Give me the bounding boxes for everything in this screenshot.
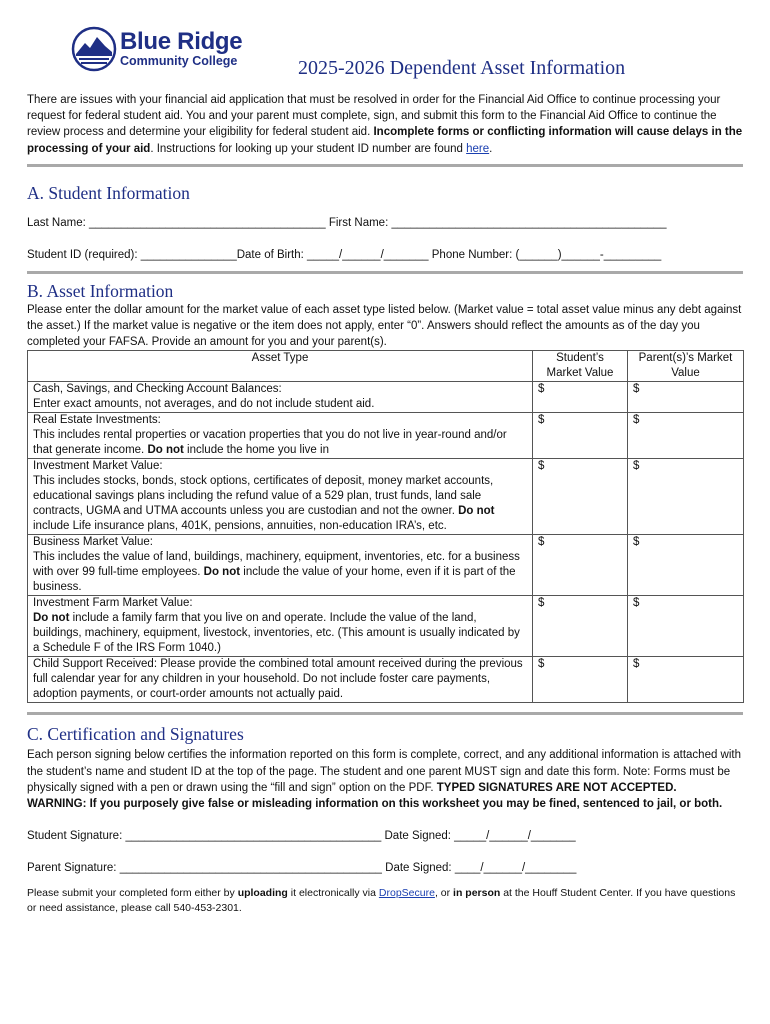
parent-date-field[interactable]: Date Signed: ____/______/________ [385,862,577,875]
table-row [28,657,744,703]
asset-section-title: B. Asset Information [27,280,174,301]
parent-value-input[interactable]: $ [628,459,744,535]
student-id-field[interactable]: Student ID (required): _______________ [27,248,237,261]
asset-desc-bold: Do not [33,612,70,625]
student-value-input[interactable]: $ [533,459,628,535]
asset-desc-text: include Life insurance plans, 401K, pensions, annuities, non-education IRA’s, etc. [33,520,447,533]
student-value-input[interactable]: $ [533,413,628,459]
footer-post: at the Houff Student Center. If you have questions or need assistance, please call 540-453-2301. [27,887,736,915]
first-name-field[interactable]: First Name: ___________________________________________ [328,216,667,229]
asset-desc-text: include the value of your home, even if it is part of the business. [33,566,516,594]
student-signature-field[interactable]: Student Signature: ________________________________________ [27,830,382,843]
student-id-help-link[interactable]: here [466,142,490,155]
dropsecure-link[interactable]: DropSecure [378,887,435,900]
asset-desc-text: Business Market Value: This includes the value of land, buildings, machinery, equipment, inventories, etc. for a business with over 99 full-time employees. [33,536,520,579]
asset-desc-text: include the home you live in [183,444,329,457]
student-section-title: A. Student Information [27,182,190,203]
student-signature-row [27,828,743,844]
footer-mid2: , or [434,887,454,900]
asset-type-cell [28,657,533,703]
parent-value-input[interactable]: $ [628,596,744,657]
col-student-value: Student’s Market Value [533,351,628,382]
asset-type-cell [28,382,533,413]
mountain-logo-icon [71,26,117,72]
cert-section-title: C. Certification and Signatures [27,724,244,745]
name-row [27,215,743,231]
header [27,22,743,88]
divider [27,164,743,167]
footer-pre: Please submit your completed form either by [27,887,238,900]
col-asset-type: Asset Type [28,351,533,382]
asset-type-cell [28,459,533,535]
asset-desc-bold: Do not [203,566,241,579]
cert-text: Each person signing below certifies the information reported on this form is complete, correct, and any additional information is attached with the student’s name and student ID at the top of the page. The student and one parent MUST sign and date this form. Note: Forms must be physically signed with a pen or drawn using the “fill and sign” option on the PDF. [27,749,742,794]
table-row [28,413,744,459]
asset-desc-text: Real Estate Investments: This includes rental properties or vacation properties that you do not live in year-round and/or that generate income. [33,414,507,457]
footer-mid1: it electronically via [287,887,379,900]
table-row [28,535,744,596]
asset-desc-text: Investment Market Value: This includes stocks, bonds, stock options, certificates of deposit, money market accounts, educational savings plans including the refund value of a 529 plan, trust funds, land sale contracts, UGMA and UTMA accounts unless you are custodian and not the owner. [33,460,494,518]
logo-line2: Community College [120,54,238,69]
student-value-input[interactable]: $ [533,535,628,596]
divider [27,271,743,274]
parent-value-input[interactable]: $ [628,382,744,413]
divider [27,712,743,715]
parent-signature-row [27,860,743,876]
dob-field[interactable]: Date of Birth: _____/______/_______ [236,248,429,261]
footer-in-person: in person [453,887,501,900]
typed-warning: TYPED SIGNATURES ARE NOT ACCEPTED. [436,781,677,794]
asset-desc-text: Child Support Received: Please provide the combined total amount received during the previous full calendar year for any children in your household. Do not include foster care payments, adoption payments, or court-order amounts not actually paid. [33,658,523,701]
col-parent-value: Parent(s)’s Market Value [628,351,744,382]
asset-desc-bold: Do not [147,444,184,457]
student-value-input[interactable]: $ [533,596,628,657]
asset-desc-text: Cash, Savings, and Checking Account Balances: Enter exact amounts, not averages, and do not include student aid. [33,383,375,411]
table-row [28,459,744,535]
asset-table [27,350,744,703]
last-name-field[interactable]: Last Name: _____________________________________ [27,216,326,229]
intro-text3: . [489,142,493,155]
page-title: 2025-2026 Dependent Asset Information [298,57,626,79]
form-page [27,22,743,916]
parent-value-input[interactable]: $ [628,535,744,596]
table-row [28,382,744,413]
parent-signature-field[interactable]: Parent Signature: _________________________________________ [27,862,382,875]
asset-type-cell [28,596,533,657]
student-value-input[interactable]: $ [533,382,628,413]
table-row [28,596,744,657]
table-header-row [28,351,744,382]
asset-desc-text: include a family farm that you live on and operate. Include the value of the land, buildings, machinery, equipment, livestock, inventories, etc. (This amount is usually indicated by a Schedule F of the IRS Form 1040.) [33,612,520,655]
intro-paragraph [27,92,743,157]
asset-type-cell [28,413,533,459]
logo-line1: Blue Ridge [120,28,243,56]
false-info-warning: WARNING: If you purposely give false or misleading information on this worksheet you may be fined, sentenced to jail, or both. [27,798,723,811]
student-value-input[interactable]: $ [533,657,628,703]
intro-text1: There are issues with your financial aid application that must be resolved in order for the Financial Aid Office to continue processing your request for federal student aid. You and your parent must complete, sign, and submit this form to the Financial Aid Office to continue the review process and determine your eligibility for federal student aid. [27,94,721,139]
asset-desc-text: Investment Farm Market Value: [33,597,193,610]
intro-text2: . Instructions for looking up your student ID number are found [150,142,467,155]
phone-field[interactable]: Phone Number: (______)______-_________ [431,248,662,261]
submission-note [27,886,743,916]
asset-instructions: Please enter the dollar amount for the market value of each asset type listed below. (Market value = total asset value minus any debt against the asset.) If the market value is negative or the item does not apply, enter “0”. Answers should reflect the amounts as of the day you completed your FAFSA. Provide an amount for you and your parent(s). [27,303,742,349]
asset-desc-bold: Do not [458,505,495,518]
id-row [27,247,743,263]
parent-value-input[interactable]: $ [628,413,744,459]
asset-type-cell [28,535,533,596]
footer-uploading: uploading [237,887,288,900]
intro-warning: Incomplete forms or conflicting information will cause delays in the processing of your aid [27,126,743,155]
parent-value-input[interactable]: $ [628,657,744,703]
cert-paragraph [27,747,743,796]
college-logo [71,26,242,72]
student-date-field[interactable]: Date Signed: _____/______/_______ [384,830,576,843]
